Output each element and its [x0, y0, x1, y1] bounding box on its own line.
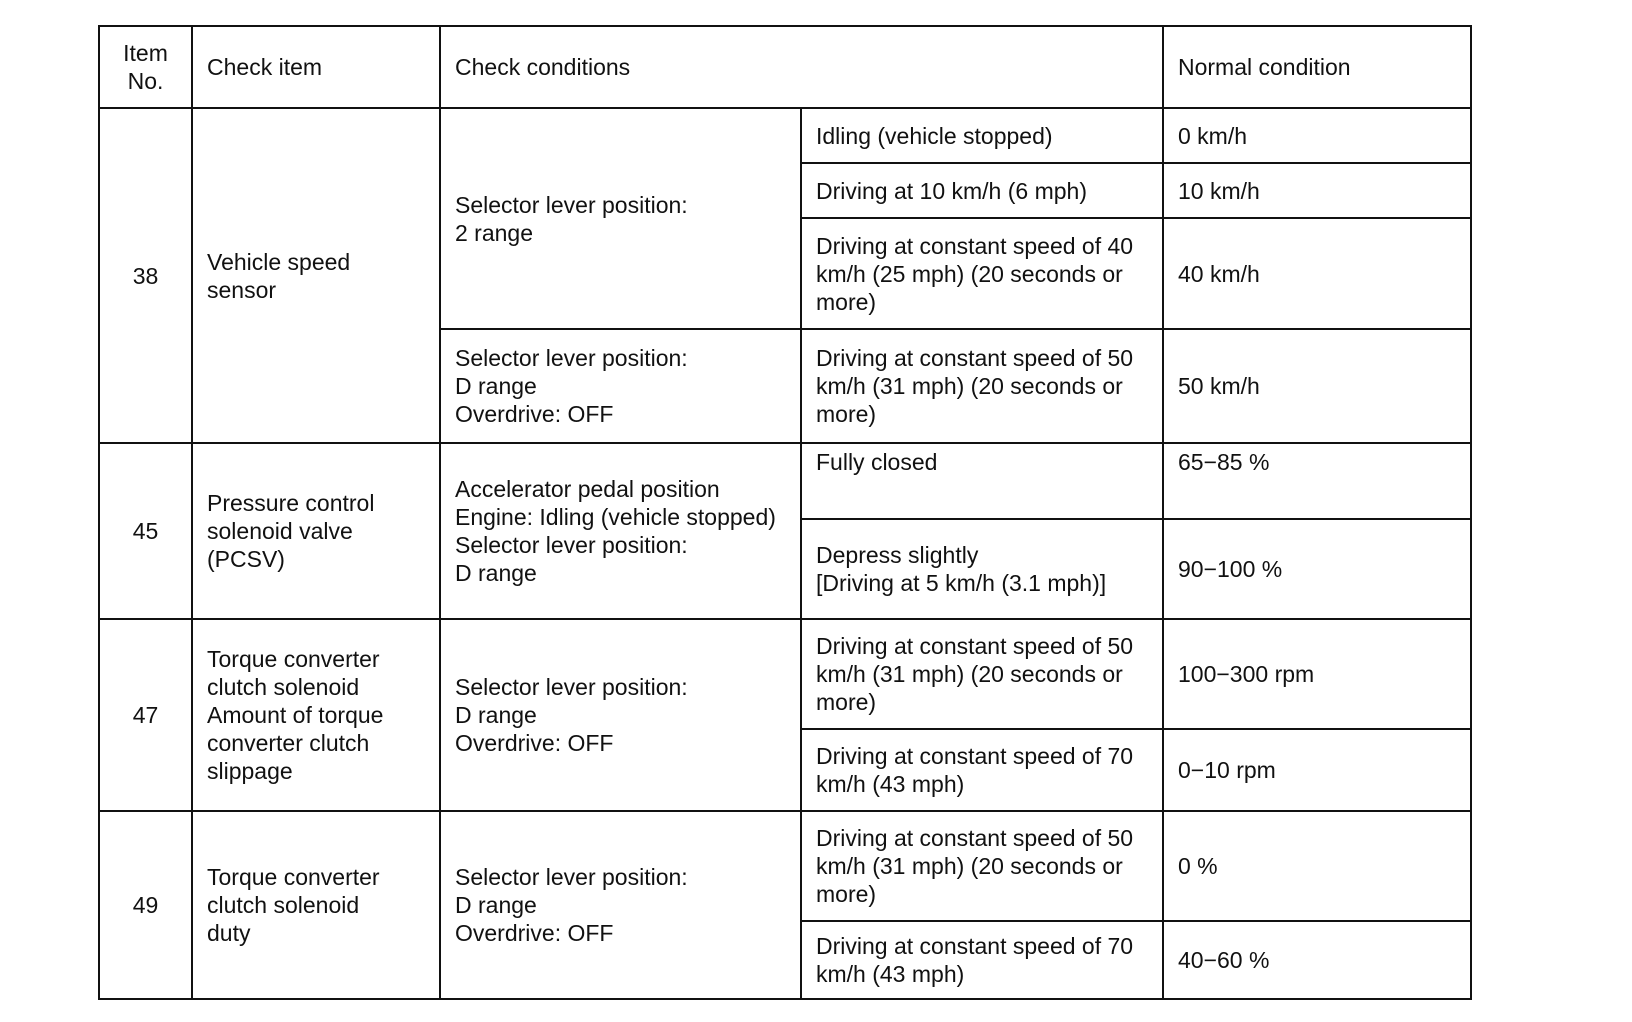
condition-group-cell: Selector lever position: 2 range — [440, 108, 801, 329]
condition-group-cell: Accelerator pedal position Engine: Idling (vehicle stopped) Selector lever position: D range — [440, 443, 801, 619]
header-row — [99, 26, 1471, 108]
header-check-conditions: Check conditions — [440, 26, 1163, 108]
item-no-cell: 47 — [99, 619, 192, 811]
normal-value-cell: 40−60 % — [1163, 921, 1471, 999]
sub-condition-cell: Driving at constant speed of 50 km/h (31 mph) (20 seconds or more) — [801, 619, 1163, 729]
sub-condition-cell: Driving at constant speed of 50 km/h (31 mph) (20 seconds or more) — [801, 811, 1163, 921]
check-item-cell: Torque converter clutch solenoid Amount of torque converter clutch slippage — [192, 619, 440, 811]
table-row — [99, 619, 1471, 729]
normal-value-cell: 0 % — [1163, 811, 1471, 921]
check-table — [98, 25, 1472, 1000]
sub-condition-cell: Driving at constant speed of 70 km/h (43 mph) — [801, 729, 1163, 811]
normal-value-cell: 0−10 rpm — [1163, 729, 1471, 811]
sub-condition-cell: Driving at constant speed of 70 km/h (43 mph) — [801, 921, 1163, 999]
header-check-item: Check item — [192, 26, 440, 108]
condition-group-cell: Selector lever position: D range Overdrive: OFF — [440, 811, 801, 999]
header-item-no: Item No. — [99, 26, 192, 108]
condition-group-cell: Selector lever position: D range Overdrive: OFF — [440, 329, 801, 443]
sub-condition-cell: Driving at constant speed of 40 km/h (25 mph) (20 seconds or more) — [801, 218, 1163, 329]
check-item-cell: Pressure control solenoid valve (PCSV) — [192, 443, 440, 619]
item-no-cell: 38 — [99, 108, 192, 443]
check-item-cell: Vehicle speed sensor — [192, 108, 440, 443]
normal-value-cell: 90−100 % — [1163, 519, 1471, 619]
item-no-cell: 45 — [99, 443, 192, 619]
sub-condition-cell: Driving at constant speed of 50 km/h (31 mph) (20 seconds or more) — [801, 329, 1163, 443]
item-no-cell: 49 — [99, 811, 192, 999]
sub-condition-cell: Fully closed — [801, 443, 1163, 519]
normal-value-cell: 10 km/h — [1163, 163, 1471, 218]
condition-group-cell: Selector lever position: D range Overdrive: OFF — [440, 619, 801, 811]
normal-value-cell: 100−300 rpm — [1163, 619, 1471, 729]
check-item-cell: Torque converter clutch solenoid duty — [192, 811, 440, 999]
sub-condition-cell: Driving at 10 km/h (6 mph) — [801, 163, 1163, 218]
normal-value-cell: 40 km/h — [1163, 218, 1471, 329]
normal-value-cell: 0 km/h — [1163, 108, 1471, 163]
sub-condition-cell: Idling (vehicle stopped) — [801, 108, 1163, 163]
sub-condition-cell: Depress slightly [Driving at 5 km/h (3.1 mph)] — [801, 519, 1163, 619]
table-row — [99, 108, 1471, 163]
table-row — [99, 811, 1471, 921]
normal-value-cell: 50 km/h — [1163, 329, 1471, 443]
header-normal-condition: Normal condition — [1163, 26, 1471, 108]
normal-value-cell: 65−85 % — [1163, 443, 1471, 519]
table-row — [99, 443, 1471, 519]
